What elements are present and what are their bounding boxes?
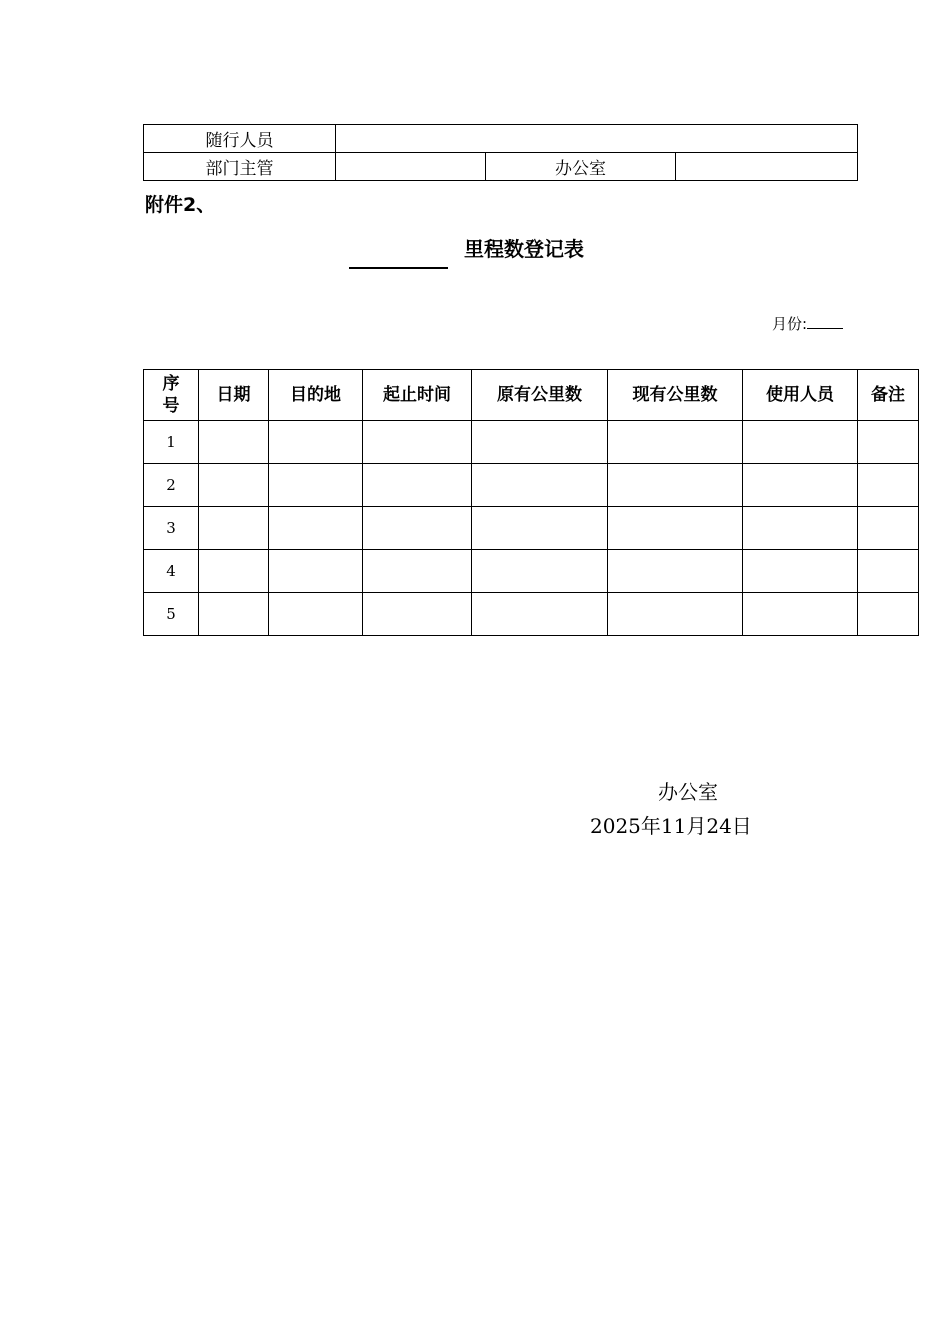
companion-row — [144, 125, 858, 153]
header-time-range: 起止时间 — [363, 370, 472, 421]
cell-user[interactable] — [743, 593, 858, 636]
cell-original-km[interactable] — [472, 507, 608, 550]
attachment-heading: 附件2、 — [145, 194, 216, 216]
cell-current-km[interactable] — [608, 464, 743, 507]
supervisor-label: 部门主管 — [144, 153, 336, 181]
cell-current-km[interactable] — [608, 507, 743, 550]
cell-remarks[interactable] — [858, 421, 919, 464]
cell-remarks[interactable] — [858, 550, 919, 593]
cell-user[interactable] — [743, 421, 858, 464]
companion-approval-table — [143, 124, 858, 181]
cell-destination[interactable] — [269, 593, 363, 636]
supervisor-value-cell[interactable] — [336, 153, 486, 181]
table-row — [144, 421, 919, 464]
cell-time-range[interactable] — [363, 421, 472, 464]
cell-date[interactable] — [199, 550, 269, 593]
companion-label: 随行人员 — [144, 125, 336, 153]
table-row — [144, 593, 919, 636]
row-seq: 3 — [144, 507, 199, 550]
signature-office: 办公室 — [658, 780, 718, 804]
header-user: 使用人员 — [743, 370, 858, 421]
cell-user[interactable] — [743, 464, 858, 507]
header-remarks: 备注 — [858, 370, 919, 421]
header-original-km: 原有公里数 — [472, 370, 608, 421]
signature-date: 2025年11月24日 — [590, 814, 752, 838]
cell-destination[interactable] — [269, 464, 363, 507]
row-seq: 2 — [144, 464, 199, 507]
cell-original-km[interactable] — [472, 593, 608, 636]
cell-destination[interactable] — [269, 507, 363, 550]
cell-time-range[interactable] — [363, 550, 472, 593]
header-current-km: 现有公里数 — [608, 370, 743, 421]
cell-original-km[interactable] — [472, 421, 608, 464]
cell-remarks[interactable] — [858, 593, 919, 636]
row-seq: 4 — [144, 550, 199, 593]
cell-destination[interactable] — [269, 421, 363, 464]
cell-time-range[interactable] — [363, 464, 472, 507]
mileage-register-table — [143, 369, 919, 636]
cell-remarks[interactable] — [858, 464, 919, 507]
table-row — [144, 464, 919, 507]
cell-original-km[interactable] — [472, 550, 608, 593]
month-label: 月份: — [772, 315, 808, 333]
cell-user[interactable] — [743, 550, 858, 593]
cell-time-range[interactable] — [363, 507, 472, 550]
companion-value-cell[interactable] — [336, 125, 858, 153]
supervisor-row — [144, 153, 858, 181]
cell-current-km[interactable] — [608, 593, 743, 636]
month-blank[interactable] — [807, 313, 843, 329]
cell-destination[interactable] — [269, 550, 363, 593]
header-row — [144, 370, 919, 421]
row-seq: 5 — [144, 593, 199, 636]
title-underline-blank — [349, 267, 448, 269]
cell-date[interactable] — [199, 507, 269, 550]
month-field — [772, 313, 843, 334]
office-value-cell[interactable] — [676, 153, 858, 181]
header-date: 日期 — [199, 370, 269, 421]
table-row — [144, 550, 919, 593]
table-row — [144, 507, 919, 550]
cell-remarks[interactable] — [858, 507, 919, 550]
form-title: 里程数登记表 — [464, 237, 584, 261]
office-label: 办公室 — [486, 153, 676, 181]
cell-date[interactable] — [199, 421, 269, 464]
cell-user[interactable] — [743, 507, 858, 550]
cell-date[interactable] — [199, 593, 269, 636]
cell-current-km[interactable] — [608, 421, 743, 464]
header-seq: 序号 — [144, 370, 199, 421]
header-destination: 目的地 — [269, 370, 363, 421]
cell-original-km[interactable] — [472, 464, 608, 507]
row-seq: 1 — [144, 421, 199, 464]
cell-time-range[interactable] — [363, 593, 472, 636]
cell-date[interactable] — [199, 464, 269, 507]
cell-current-km[interactable] — [608, 550, 743, 593]
